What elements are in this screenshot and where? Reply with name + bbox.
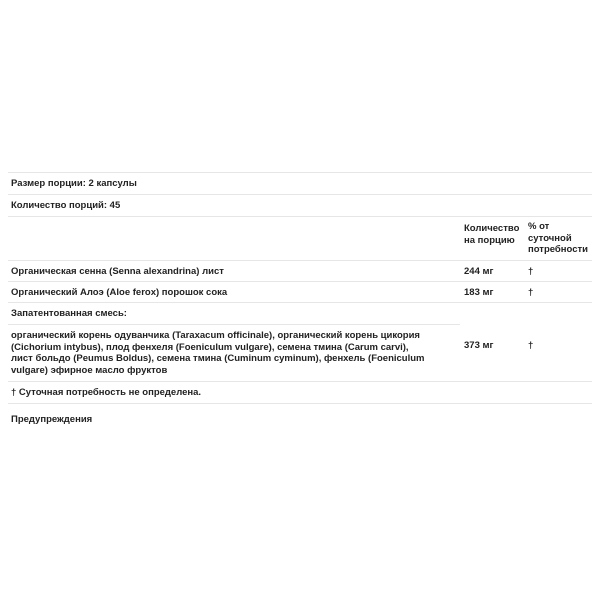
servings-count: Количество порций: 45 [8,194,592,216]
blend-amount: 373 мг [464,340,494,351]
ingredient-dv: † [528,287,534,298]
divider [8,403,592,404]
blend-title-row [8,302,592,324]
table-row [8,260,592,281]
ingredient-name: Органическая сенна (Senna alexandrina) лист [11,266,224,277]
blend-row [8,324,592,381]
supplement-facts-table [8,172,592,404]
footnote: † Суточная потребность не определена. [8,381,592,403]
serving-size: Размер порции: 2 капсулы [8,172,592,194]
amount-per-serving-header: Количество на порцию [464,223,520,246]
ingredient-amount: 183 мг [464,287,494,298]
ingredient-dv: † [528,266,534,277]
warnings-heading: Предупреждения [11,414,93,425]
ingredient-amount: 244 мг [464,266,494,277]
table-header [8,216,592,260]
daily-value-header: % от суточной потребности [528,221,588,255]
blend-title: Запатентованная смесь: [11,308,127,319]
table-row [8,281,592,302]
blend-dv: † [528,340,534,351]
ingredient-name: Органический Алоэ (Aloe ferox) порошок сока [11,287,228,298]
proprietary-blend [8,302,592,381]
blend-ingredients: органический корень одуванчика (Taraxacum officinale), органический корень цикория (Cichorium intybus), плод фенхеля (Foeniculum vulgare), семена тмина (Carum carvi), лист больдо (Peumus Boldus), семена тмина (Cuminum cyminum), фенхель (Foeniculum vulgare) эфирное масло фруктов [11,330,425,376]
